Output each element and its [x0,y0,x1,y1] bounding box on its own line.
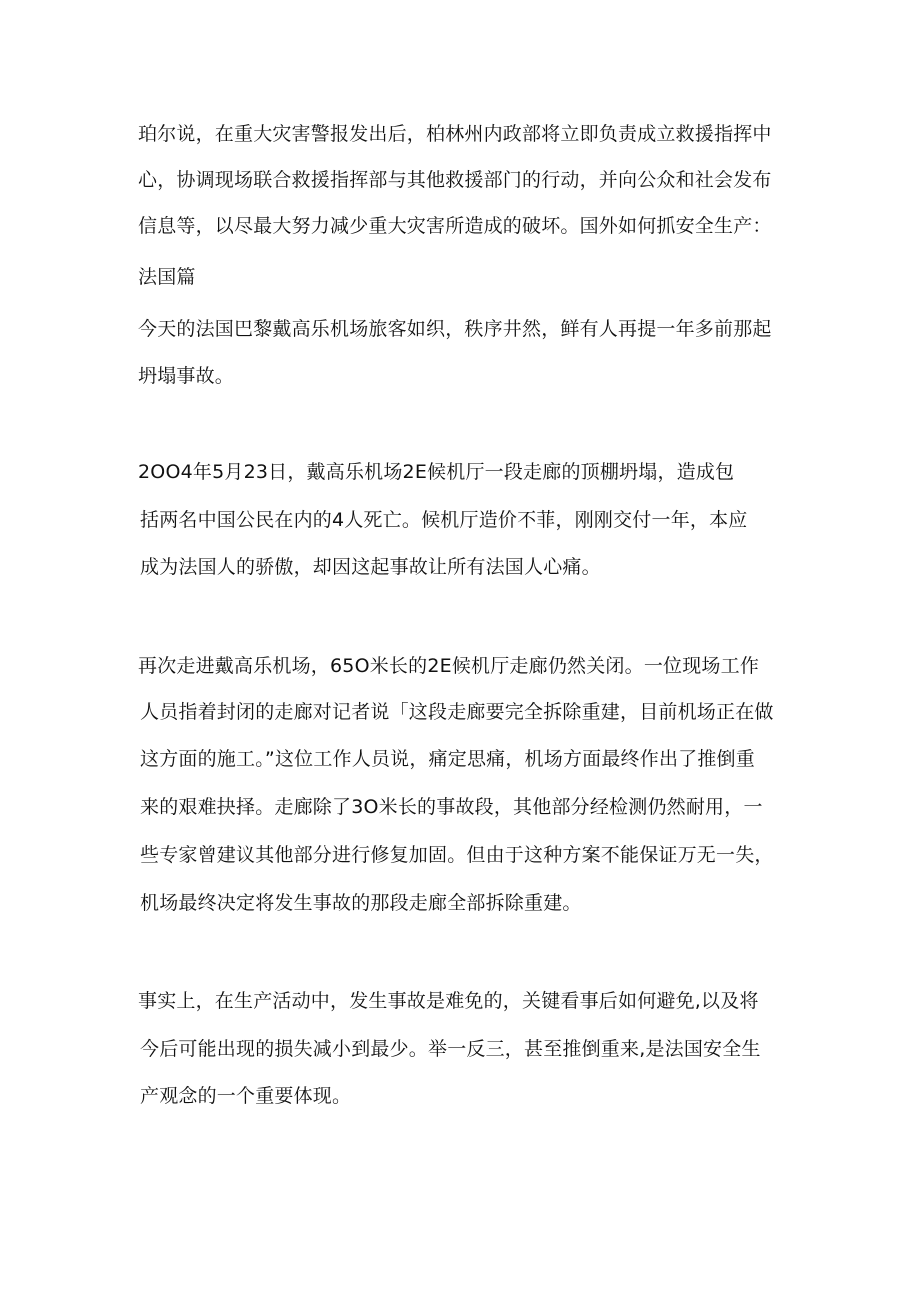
text-line: 机场最终决定将发生事故的那段走廊全部拆除重建。 [140,892,582,914]
text-line: 坍塌事故。 [138,365,235,387]
text-line: 来的艰难抉择。走廊除了3O米长的事故段，其他部分经检测仍然耐用，一 [140,796,763,818]
text-line: 2OO4年5月23日，戴高乐机场2E候机厅一段走廊的顶棚坍塌，造成包 [138,461,735,483]
text-line: 今后可能出现的损失减小到最少。举一反三，甚至推倒重来,是法国安全生 [140,1038,761,1060]
text-line: 括两名中国公民在内的4人死亡。候机厅造价不菲，刚刚交付一年，本应 [140,509,748,531]
text-line: 珀尔说，在重大灾害警报发出后，柏林州内政部将立即负责成立救援指挥中 [138,123,772,145]
text-line: 产观念的一个重要体现。 [140,1085,352,1107]
text-line: 信息等，以尽最大努力减少重大灾害所造成的破坏。国外如何抓安全生产： [138,215,772,237]
text-line: 心，协调现场联合救援指挥部与其他救援部门的行动，并向公众和社会发布 [138,169,772,191]
text-line: 这方面的施工。”这位工作人员说，痛定思痛，机场方面最终作出了推倒重 [140,748,755,770]
text-line: 再次走进戴高乐机场，65O米长的2E候机厅走廊仍然关闭。一位现场工作 [138,655,760,677]
text-line: 法国篇 [138,266,196,288]
text-line: 人员指着封闭的走廊对记者说「这段走廊要完全拆除重建，目前机场正在做 [140,701,774,723]
text-line: 成为法国人的骄傲，却因这起事故让所有法国人心痛。 [140,556,601,578]
text-line: 些专家曾建议其他部分进行修复加固。但由于这种方案不能保证万无一失， [140,844,774,866]
text-line: 事实上，在生产活动中，发生事故是难免的，关键看事后如何避免,以及将 [138,990,759,1012]
text-line: 今天的法国巴黎戴高乐机场旅客如织，秩序井然，鲜有人再提一年多前那起 [138,318,772,340]
